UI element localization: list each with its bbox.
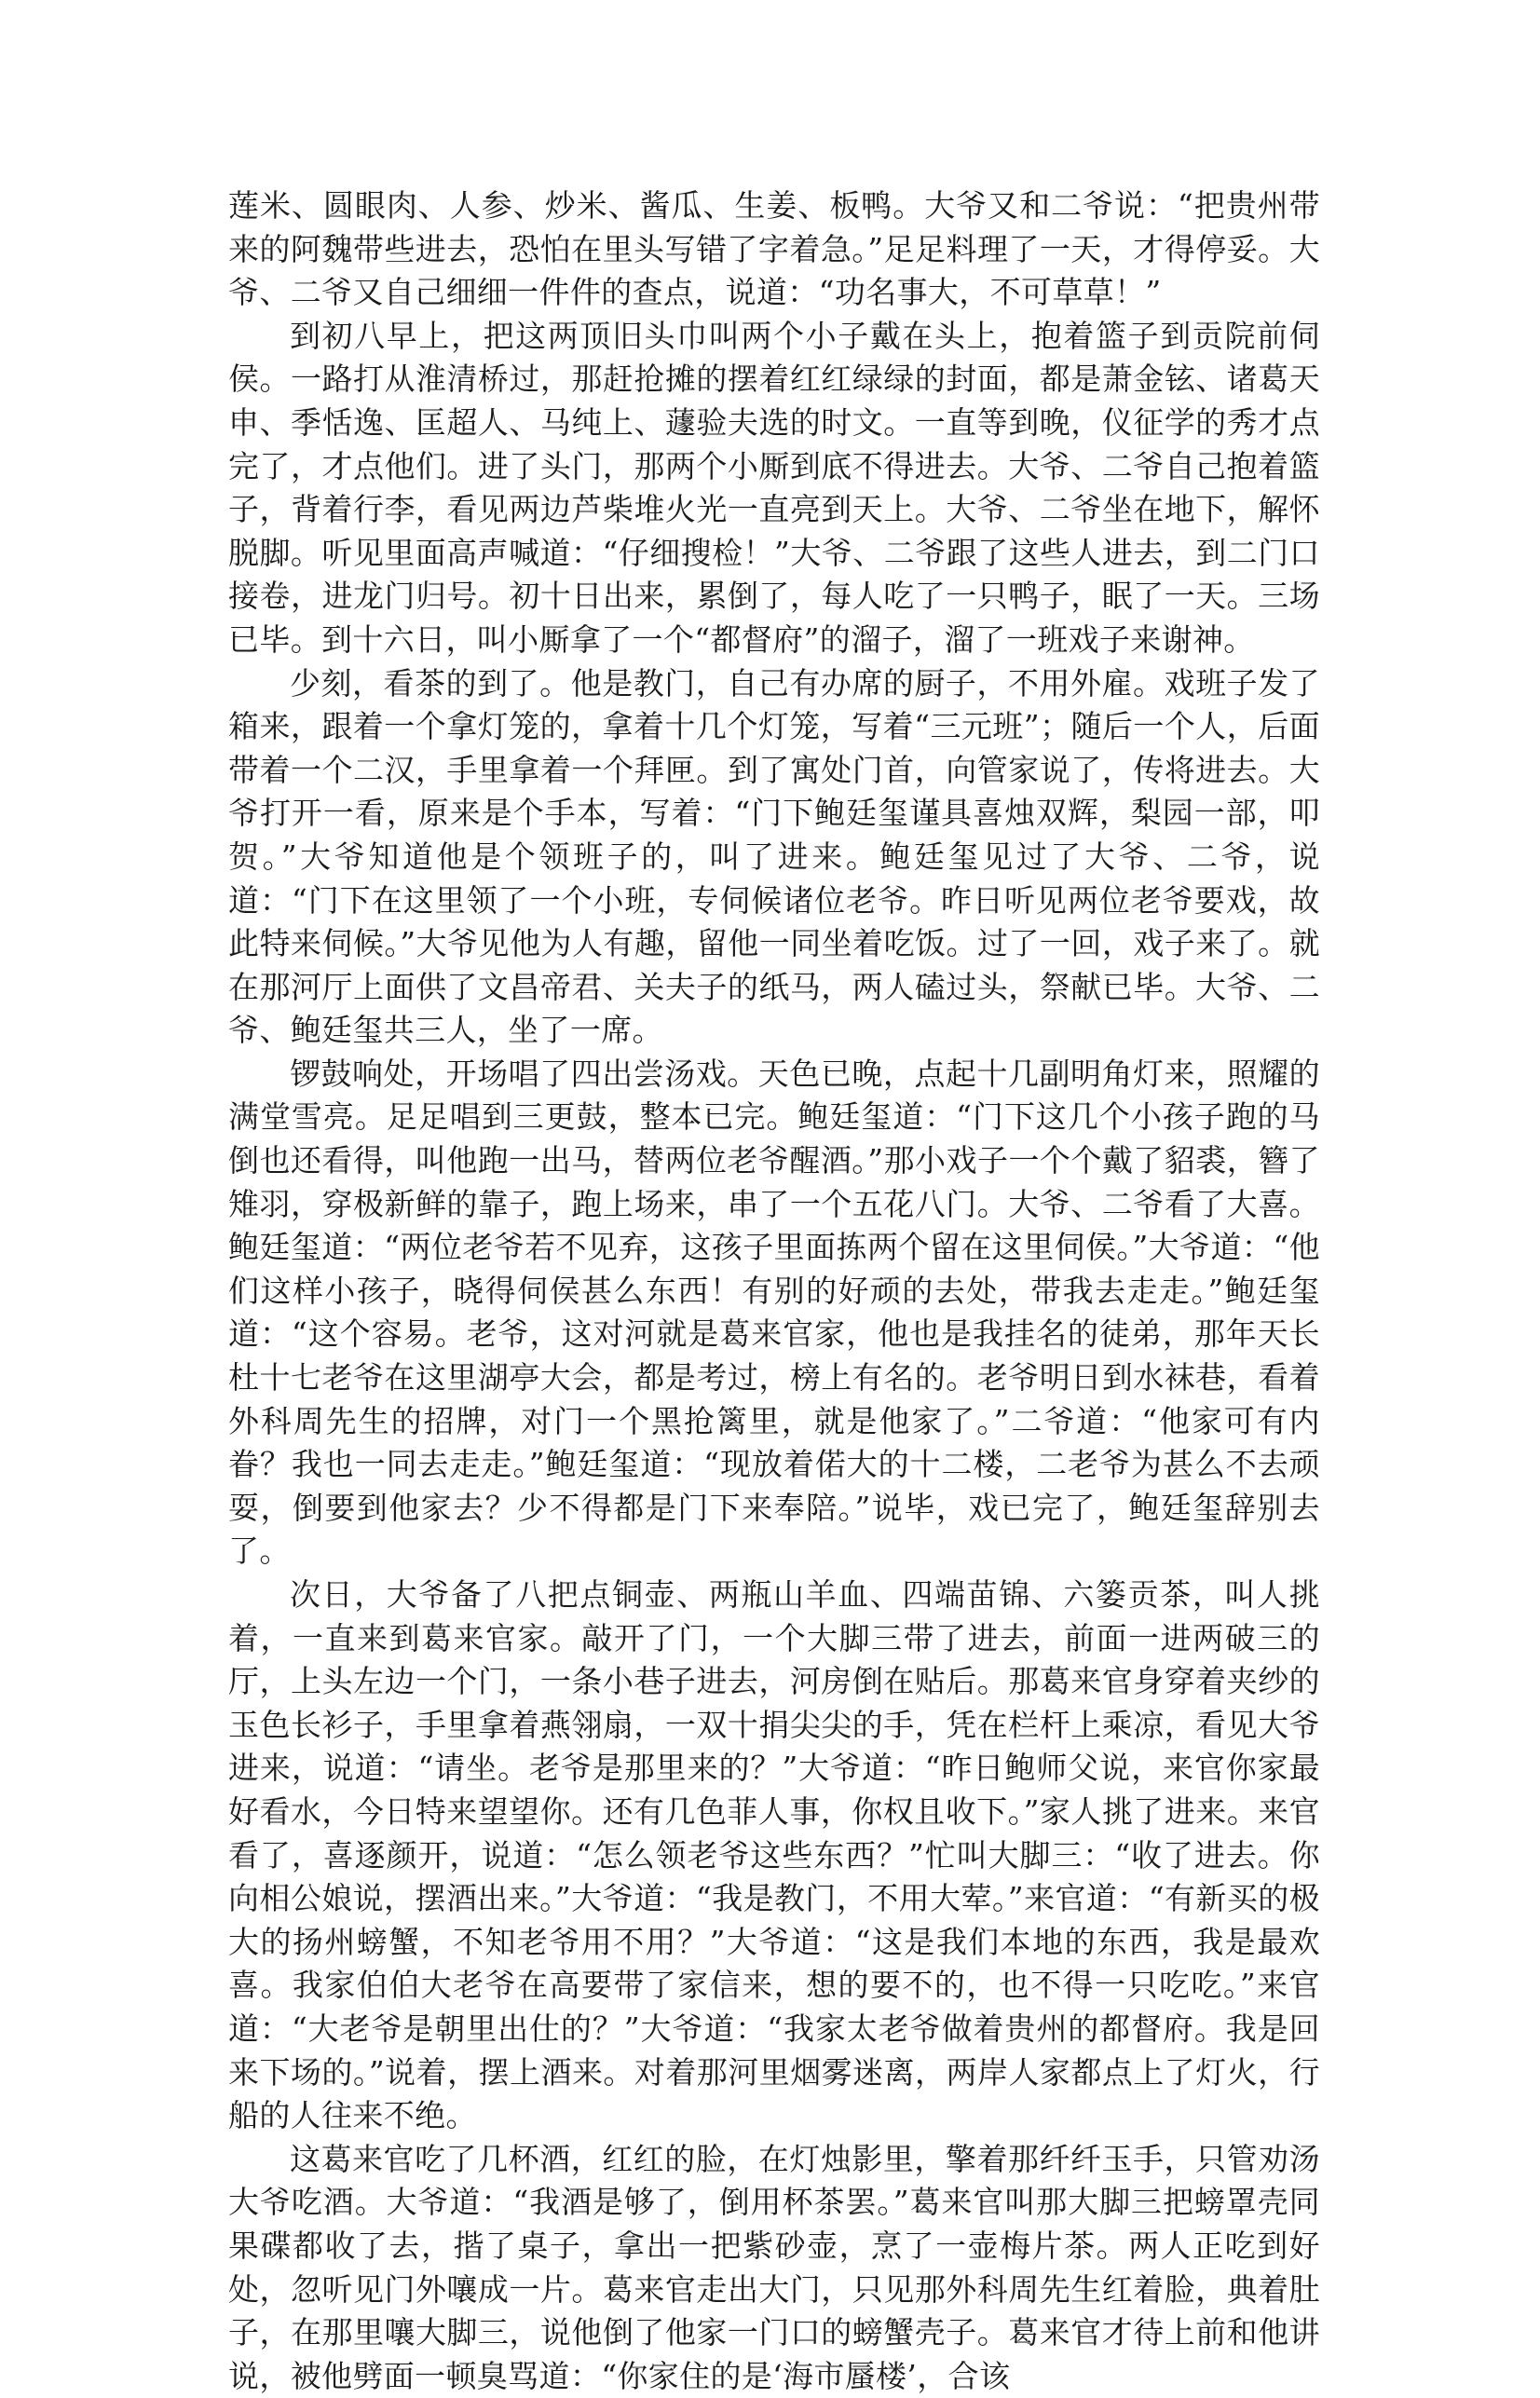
paragraph: 这葛来官吃了几杯酒，红红的脸，在灯烛影里，擎着那纤纤玉手，只管劝汤大爷吃酒。大爷道：“我酒是够了，倒用杯茶罢。”葛来官叫那大脚三把螃罩壳同果碟都收了去，揩了桌子，拿出一把紫砂壶，烹了一壶梅片茶。两人正吃到好处，忽听见门外嚷成一片。葛来官走出大门，只见那外科周先生红着脸，典着肚子，在那里嚷大脚三，说他倒了他家一门口的螃蟹壳子。葛来官才待上前和他讲说，被他劈面一顿臭骂道：“你家住的是‘海市蜃楼’，合该 [228,2140,1320,2394]
paragraph: 次日，大爷备了八把点铜壶、两瓶山羊血、四端苗锦、六篓贡茶，叫人挑着，一直来到葛来官家。敲开了门，一个大脚三带了进去，前面一进两破三的厅，上头左边一个门，一条小巷子进去，河房倒在贴后。那葛来官身穿着夹纱的玉色长衫子，手里拿着燕翎扇，一双十捐尖尖的手，凭在栏杆上乘凉，看见大爷进来，说道：“请坐。老爷是那里来的？”大爷道：“昨日鲍师父说，来官你家最好看水，今日特来望望你。还有几色菲人事，你权且收下。”家人挑了进来。来官看了，喜逐颜开，说道：“怎么领老爷这些东西？”忙叫大脚三：“收了进去。你向相公娘说，摆酒出来。”大爷道：“我是教门，不用大荤。”来官道：“有新买的极大的扬州螃蟹，不知老爷用不用？”大爷道：“这是我们本地的东西，我是最欢喜。我家伯伯大老爷在高要带了家信来，想的要不的，也不得一只吃吃。”来官道：“大老爷是朝里出仕的？”大爷道：“我家太老爷做着贵州的都督府。我是回来下场的。”说着，摆上酒来。对着那河里烟雾迷离，两岸人家都点上了灯火，行船的人往来不绝。 [228,1576,1320,2134]
paragraph: 锣鼓响处，开场唱了四出尝汤戏。天色已晚，点起十几副明角灯来，照耀的满堂雪亮。足足唱到三更鼓，整本已完。鲍廷玺道：“门下这几个小孩子跑的马倒也还看得，叫他跑一出马，替两位老爷醒酒。”那小戏子一个个戴了貂裘，簪了雉羽，穿极新鲜的靠子，跑上场来，串了一个五花八门。大爷、二爷看了大喜。鲍廷玺道：“两位老爷若不见弃，这孩子里面拣两个留在这里伺侯。”大爷道：“他们这样小孩子，晓得伺侯甚么东西！有别的好顽的去处，带我去走走。”鲍廷玺道：“这个容易。老爷，这对河就是葛来官家，他也是我挂名的徒弟，那年天长杜十七老爷在这里湖亭大会，都是考过，榜上有名的。老爷明日到水袜巷，看着外科周先生的招牌，对门一个黑抢篱里，就是他家了。”二爷道：“他家可有内眷？我也一同去走走。”鲍廷玺道：“现放着偌大的十二楼，二老爷为甚么不去顽耍，倒要到他家去？少不得都是门下来奉陪。”说毕，戏已完了，鲍廷玺辞别去了。 [228,1055,1320,1570]
paragraph: 少刻，看茶的到了。他是教门，自己有办席的厨子，不用外雇。戏班子发了箱来，跟着一个拿灯笼的，拿着十几个灯笼，写着“三元班”；随后一个人，后面带着一个二汉，手里拿着一个拜匣。到了寓处门首，向管家说了，传将进去。大爷打开一看，原来是个手本，写着：“门下鲍廷玺谨具喜烛双辉，梨园一部，叩贺。”大爷知道他是个领班子的，叫了进来。鲍廷玺见过了大爷、二爷，说道：“门下在这里领了一个小班，专伺候诸位老爷。昨日听见两位老爷要戏，故此特来伺候。”大爷见他为人有趣，留他一同坐着吃饭。过了一回，戏子来了。就在那河厅上面供了文昌帝君、关夫子的纸马，两人磕过头，祭献已毕。大爷、二爷、鲍廷玺共三人，坐了一席。 [228,664,1320,1049]
paragraph: 莲米、圆眼肉、人参、炒米、酱瓜、生姜、板鸭。大爷又和二爷说：“把贵州带来的阿魏带些进去，恐怕在里头写错了字着急。”足足料理了一天，才得停妥。大爷、二爷又自己细细一件件的查点，说道：“功名事大，不可草草！” [228,187,1320,311]
body-text [228,184,1320,2398]
paragraph: 到初八早上，把这两顶旧头巾叫两个小子戴在头上，抱着篮子到贡院前伺侯。一路打从淮清桥过，那赶抢摊的摆着红红绿绿的封面，都是萧金铉、诸葛天申、季恬逸、匡超人、马纯上、蘧验夫选的时文。一直等到晚，仪征学的秀才点完了，才点他们。进了头门，那两个小厮到底不得进去。大爷、二爷自己抱着篮子，背着行李，看见两边芦柴堆火光一直亮到天上。大爷、二爷坐在地下，解怀脱脚。听见里面高声喊道：“仔细搜检！”大爷、二爷跟了这些人进去，到二门口接卷，进龙门归号。初十日出来，累倒了，每人吃了一只鸭子，眠了一天。三场已毕。到十六日，叫小厮拿了一个“都督府”的溜子，溜了一班戏子来谢神。 [228,317,1320,658]
